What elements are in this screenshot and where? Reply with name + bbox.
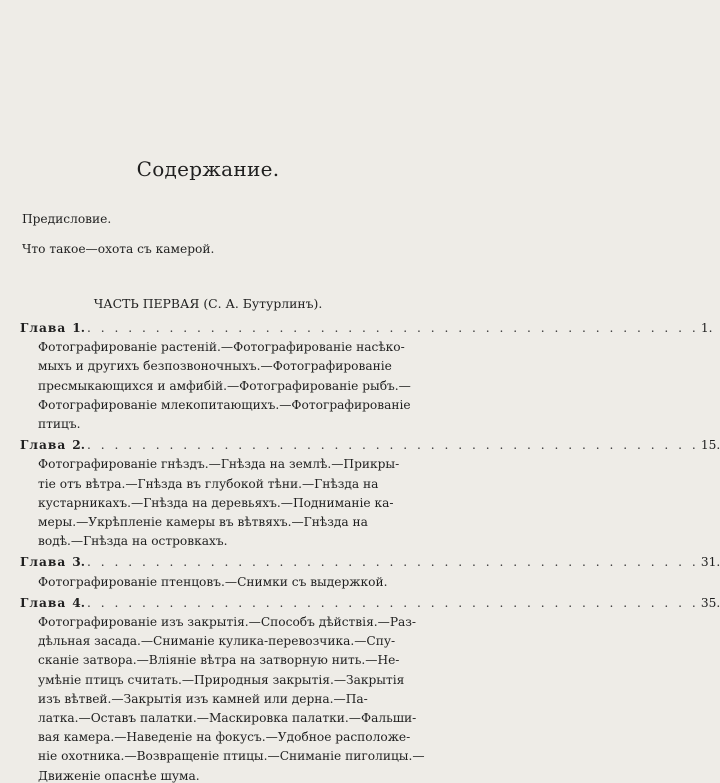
chapter-row-4 [20,595,720,610]
leader-dots: . . . . . . . . . . . . . . . . . . . . . . . . . . . . . . . . . . . . . . . . . . . . . [87,595,699,610]
chapter-number: 3. [72,555,86,570]
chapter-4-line: дѣльная засада.—Сниманіе кулика-перевозчика.—Спу- [38,634,396,649]
chapter-4-line: латка.—Оставъ палатки.—Маскировка палатки.—Фальши- [38,711,417,725]
page-title: Содержание. [136,157,280,181]
chapter-number: 4. [72,595,86,610]
chapter-2-line: тіе отъ вѣтра.—Гнѣзда въ глубокой тѣни.—Гнѣзда на [38,476,379,491]
chapter-row-3 [20,555,720,570]
chapter-1-line: Фотографированіе растеній.—Фотографированіе насѣко- [38,340,405,355]
front-matter-intro: Что такое—охота съ камерой. [22,242,215,256]
chapter-page: 31. [700,555,720,570]
chapter-1-line: мыхъ и другихъ безпозвоночныхъ.—Фотографированіе [38,359,392,374]
chapter-label: Глава [20,438,67,453]
chapter-4-line: вая камера.—Наведеніе на фокусъ.—Удобное расположе- [38,730,411,745]
chapter-2-line: Фотографированіе гнѣздъ.—Гнѣзда на землѣ.—Прикры- [38,457,400,472]
chapter-number: 2. [72,438,86,453]
chapter-row-1 [20,321,713,335]
chapter-2-line: кустарникахъ.—Гнѣзда на деревьяхъ.—Подниманіе ка- [38,495,394,510]
chapter-label: Глава [20,555,67,570]
leader-dots: . . . . . . . . . . . . . . . . . . . . . . . . . . . . . . . . . . . . . . . . . . . . . [87,438,699,453]
leader-dots: . . . . . . . . . . . . . . . . . . . . . . . . . . . . . . . . . . . . . . . . . . . . . [87,321,699,335]
chapter-page: 35. [700,595,720,610]
chapter-row-2 [20,438,720,453]
chapter-4-line: Движеніе опаснѣе шума. [38,768,200,783]
leader-dots: . . . . . . . . . . . . . . . . . . . . . . . . . . . . . . . . . . . . . . . . . . . . . [87,555,699,570]
chapter-1-line: Фотографированіе млекопитающихъ.—Фотографированіе [38,397,411,412]
chapter-label: Глава [20,595,67,610]
chapter-4-line: Фотографированіе изъ закрытія.—Способъ дѣйствія.—Раз- [38,615,417,629]
chapter-4-line: умѣніе птицъ считать.—Природныя закрытія.—Закрытія [38,672,405,687]
front-matter-preface: Предисловие. [22,212,112,226]
chapter-number: 1. [72,321,86,335]
chapter-4-line: ніе охотника.—Возвращеніе птицы.—Сниманіе пиголицы.— [38,749,425,764]
chapter-3-line: Фотографированіе птенцовъ.—Снимки съ выдержкой. [38,574,388,589]
chapter-1-line: пресмыкающихся и амфибій.—Фотографированіе рыбъ.— [38,378,411,393]
chapter-label: Глава [20,321,67,335]
chapter-4-line: изъ вѣтвей.—Закрытія изъ камней или дерна.—Па- [38,691,368,706]
chapter-2-line: меры.—Укрѣпленіе камеры въ вѣтвяхъ.—Гнѣзда на [38,515,368,529]
chapter-4-line: сканіе затвора.—Вліяніе вѣтра на затворную нить.—Не- [38,653,400,668]
part-heading: ЧАСТЬ ПЕРВАЯ (С. А. Бутурлинъ). [93,296,323,311]
chapter-1-line: птицъ. [38,417,81,431]
chapter-page: 15. [700,438,720,453]
chapter-2-line: водѣ.—Гнѣзда на островкахъ. [38,534,228,549]
chapter-page: 1. [700,321,713,335]
